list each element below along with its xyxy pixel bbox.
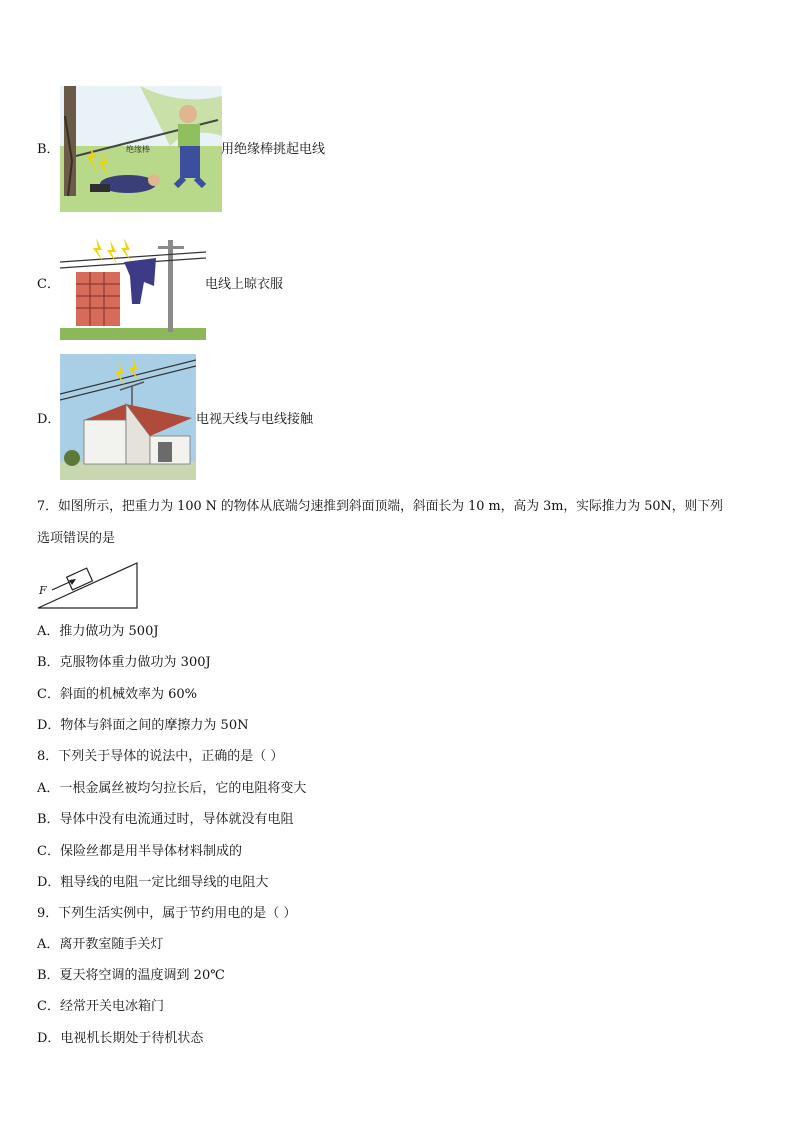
option-b-letter: B． [37,142,60,157]
q8-option-a: A．一根金属丝被均匀拉长后，它的电阻将变大 [37,781,307,796]
insulating-rod-caption: 绝缘棒 [126,145,150,154]
q8-option-c: C．保险丝都是用半导体材料制成的 [37,844,242,859]
q7-stem-line1: 7．如图所示，把重力为 100 N 的物体从底端匀速推到斜面顶端，斜面长为 10 m，高为 3m，实际推力为 50N，则下列 [37,499,723,514]
incline-force-label: F [39,584,47,597]
q9-stem: 9．下列生活实例中，属于节约用电的是（ ） [37,906,297,921]
incline-figure [36,560,140,610]
q8-option-d: D．粗导线的电阻一定比细导线的电阻大 [37,875,269,890]
option-b-text: 用绝缘棒挑起电线 [221,142,326,157]
option-d-text: 电视天线与电线接触 [196,412,314,427]
q9-option-b: B．夏天将空调的温度调到 20℃ [37,968,225,983]
option-d-letter: D． [37,412,61,427]
option-c-letter: C． [37,277,60,292]
q9-option-a: A．离开教室随手关灯 [37,937,164,952]
q7-stem-line2: 选项错误的是 [37,531,116,546]
insulating-rod-illustration [60,86,222,212]
q9-option-c: C．经常开关电冰箱门 [37,999,164,1014]
q8-stem: 8．下列关于导体的说法中，正确的是（ ） [37,749,284,764]
clothes-on-powerline-illustration [60,234,206,340]
tv-antenna-powerline-illustration [60,354,196,480]
q7-option-d: D．物体与斜面之间的摩擦力为 50N [37,718,249,733]
q8-option-b: B．导体中没有电流通过时，导体就没有电阻 [37,812,294,827]
option-c-text: 电线上晾衣服 [205,277,284,292]
q9-option-d: D．电视机长期处于待机状态 [37,1031,204,1046]
q7-option-b: B．克服物体重力做功为 300J [37,655,211,670]
q7-option-c: C．斜面的机械效率为 60% [37,687,197,702]
q7-option-a: A．推力做功为 500J [37,624,159,639]
